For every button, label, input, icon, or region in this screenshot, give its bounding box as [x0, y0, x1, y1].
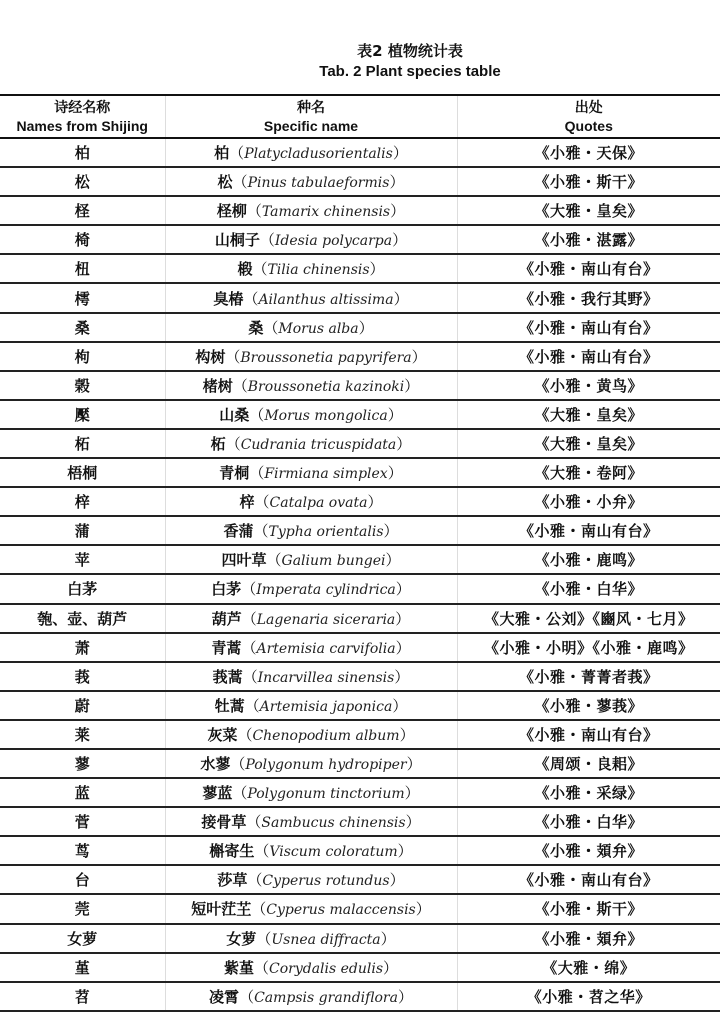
- shijing-name-cell: [0, 691, 165, 720]
- quote: 《大雅・绵》: [542, 958, 636, 977]
- quote: 《大雅・皇矣》: [534, 202, 643, 221]
- latin-name: Pinus tabulaeformis: [247, 175, 390, 192]
- shijing-name-cell: [0, 458, 165, 487]
- chinese-name: 构树: [195, 347, 226, 366]
- table-row: [0, 196, 720, 225]
- specific-name-cell: 山桐子（Idesia polycarpa）: [165, 225, 457, 254]
- chinese-name: 牡蒿: [214, 696, 245, 715]
- quote-cell: [457, 254, 720, 283]
- quote: 《小雅・小弁》: [534, 493, 643, 512]
- quote: 《小雅・湛露》: [534, 231, 643, 250]
- chinese-name: 柏: [214, 144, 230, 163]
- quote-cell: [457, 138, 720, 167]
- shijing-name-cell: [0, 138, 165, 167]
- quote: 《小雅・苕之华》: [526, 987, 651, 1006]
- shijing-name: 榖: [74, 376, 90, 395]
- table-row: [0, 982, 720, 1011]
- shijing-name-cell: [0, 545, 165, 574]
- quote: 《小雅・斯干》: [534, 173, 643, 192]
- latin-name: Firmiana simplex: [264, 466, 388, 483]
- quote: 《小雅・采绿》: [534, 784, 643, 803]
- quote-cell: [457, 458, 720, 487]
- specific-name-cell: 椴（Tilia chinensis）: [165, 254, 457, 283]
- specific-name-cell: 女萝（Usnea diffracta）: [165, 924, 457, 953]
- shijing-name-cell: [0, 836, 165, 865]
- quote-cell: [457, 545, 720, 574]
- shijing-name: 蔚: [74, 696, 90, 715]
- table-row: [0, 545, 720, 574]
- table-row: [0, 487, 720, 516]
- header-specific-name: [165, 95, 457, 138]
- shijing-name: 蓝: [74, 784, 90, 803]
- latin-name: Chenopodium album: [252, 727, 400, 744]
- latin-name: Cyperus rotundus: [262, 873, 390, 890]
- quote-cell: [457, 313, 720, 342]
- latin-name: Morus mongolica: [264, 407, 388, 424]
- specific-name-cell: 青蒿（Artemisia carvifolia）: [165, 633, 457, 662]
- latin-name: Tamarix chinensis: [261, 204, 391, 221]
- chinese-name: 水蓼: [200, 755, 231, 774]
- chinese-name: 山桑: [219, 405, 250, 424]
- latin-name: Broussonetia kazinoki: [247, 378, 405, 395]
- table-header-row: [0, 95, 720, 138]
- shijing-name: 蓼: [74, 755, 90, 774]
- quote: 《周颂・良耜》: [534, 755, 643, 774]
- chinese-name: 蓼蓝: [202, 784, 233, 803]
- shijing-name-cell: [0, 400, 165, 429]
- table-row: [0, 953, 720, 982]
- shijing-name-cell: [0, 342, 165, 371]
- quote: 《小雅・頍弁》: [534, 842, 643, 861]
- quote-cell: [457, 982, 720, 1011]
- latin-name: Polygonum tinctorium: [247, 786, 405, 803]
- table-row: [0, 749, 720, 778]
- table-row: [0, 924, 720, 953]
- shijing-name: 匏、壶、葫芦: [37, 609, 128, 628]
- quote: 《小雅・南山有台》: [518, 318, 659, 337]
- table-row: [0, 371, 720, 400]
- shijing-name-cell: [0, 778, 165, 807]
- table-row: [0, 313, 720, 342]
- specific-name-cell: 水蓼（Polygonum hydropiper）: [165, 749, 457, 778]
- shijing-name-cell: [0, 516, 165, 545]
- shijing-name: 柏: [74, 144, 90, 163]
- chinese-name: 青蒿: [211, 638, 242, 657]
- latin-name: Morus alba: [278, 320, 359, 337]
- shijing-name: 蒲: [74, 522, 90, 541]
- quote-cell: [457, 371, 720, 400]
- plant-species-table: [0, 94, 720, 1012]
- shijing-name: 莱: [74, 725, 90, 744]
- quote-cell: [457, 924, 720, 953]
- chinese-name: 梓: [239, 493, 255, 512]
- header-zh: 出处: [574, 99, 603, 115]
- shijing-name: 柽: [74, 202, 90, 221]
- header-zh: 诗经名称: [54, 99, 111, 115]
- table-caption-en: Tab. 2 Plant species table: [319, 63, 501, 80]
- quote-cell: [457, 516, 720, 545]
- specific-name-cell: 莪蒿（Incarvillea sinensis）: [165, 662, 457, 691]
- latin-name: Polygonum hydropiper: [245, 757, 407, 774]
- shijing-name: 茑: [74, 842, 90, 861]
- chinese-name: 香蒲: [223, 522, 254, 541]
- shijing-name: 萧: [74, 638, 90, 657]
- specific-name-cell: 梓（Catalpa ovata）: [165, 487, 457, 516]
- chinese-name: 臭椿: [213, 289, 244, 308]
- latin-name: Cyperus malaccensis: [266, 902, 416, 919]
- shijing-name-cell: [0, 167, 165, 196]
- quote-cell: [457, 225, 720, 254]
- quote-cell: [457, 720, 720, 749]
- specific-name-cell: 楮树（Broussonetia kazinoki）: [165, 371, 457, 400]
- latin-name: Cudrania tricuspidata: [240, 436, 397, 453]
- specific-name-cell: 牡蒿（Artemisia japonica）: [165, 691, 457, 720]
- table-row: [0, 865, 720, 894]
- specific-name-cell: 构树（Broussonetia papyrifera）: [165, 342, 457, 371]
- quote-cell: [457, 429, 720, 458]
- quote: 《小雅・菁菁者莪》: [518, 667, 659, 686]
- chinese-name: 短叶茳芏: [191, 900, 252, 919]
- quote-cell: [457, 633, 720, 662]
- shijing-name: 柘: [74, 434, 90, 453]
- chinese-name: 接骨草: [201, 813, 247, 832]
- quote: 《小雅・鹿鸣》: [534, 551, 643, 570]
- quote: 《小雅・天保》: [534, 144, 643, 163]
- latin-name: Broussonetia papyrifera: [240, 349, 412, 366]
- quote-cell: [457, 662, 720, 691]
- latin-name: Corydalis edulis: [268, 960, 384, 977]
- shijing-name: 莞: [74, 900, 90, 919]
- chinese-name: 四叶草: [221, 551, 267, 570]
- quote-cell: [457, 691, 720, 720]
- table-row: [0, 691, 720, 720]
- header-en: Quotes: [564, 118, 613, 134]
- chinese-name: 女萝: [226, 929, 257, 948]
- table-row: [0, 894, 720, 923]
- specific-name-cell: 四叶草（Galium bungei）: [165, 545, 457, 574]
- latin-name: Galium bungei: [281, 553, 386, 570]
- chinese-name: 槲寄生: [209, 842, 255, 861]
- chinese-name: 青桐: [219, 464, 250, 483]
- latin-name: Usnea diffracta: [271, 931, 381, 948]
- header-quotes: [457, 95, 720, 138]
- quote: 《小雅・南山有台》: [518, 725, 659, 744]
- specific-name-cell: 桑（Morus alba）: [165, 313, 457, 342]
- shijing-name: 杻: [74, 260, 90, 279]
- shijing-name: 梓: [74, 493, 90, 512]
- header-shijing-name: [0, 95, 165, 138]
- chinese-name: 桑: [248, 318, 264, 337]
- shijing-name: 梧桐: [67, 464, 98, 483]
- specific-name-cell: 凌霄（Campsis grandiflora）: [165, 982, 457, 1011]
- latin-name: Catalpa ovata: [269, 495, 368, 512]
- quote-cell: [457, 342, 720, 371]
- quote-cell: [457, 749, 720, 778]
- shijing-name-cell: [0, 894, 165, 923]
- specific-name-cell: 白茅（Imperata cylindrica）: [165, 574, 457, 603]
- chinese-name: 紫堇: [223, 958, 254, 977]
- table-row: [0, 254, 720, 283]
- table-row: [0, 138, 720, 167]
- quote: 《小雅・白华》: [534, 580, 643, 599]
- shijing-name-cell: [0, 982, 165, 1011]
- shijing-name-cell: [0, 953, 165, 982]
- table-row: [0, 604, 720, 633]
- latin-name: Platycladusorientalis: [244, 146, 393, 163]
- chinese-name: 灰菜: [207, 725, 238, 744]
- table-row: [0, 167, 720, 196]
- quote: 《大雅・皇矣》: [534, 434, 643, 453]
- latin-name: Incarvillea sinensis: [257, 669, 395, 686]
- table-row: [0, 633, 720, 662]
- table-row: [0, 225, 720, 254]
- specific-name-cell: 柘（Cudrania tricuspidata）: [165, 429, 457, 458]
- quote-cell: [457, 865, 720, 894]
- quote-cell: [457, 894, 720, 923]
- shijing-name: 堇: [74, 958, 90, 977]
- shijing-name: 松: [74, 173, 90, 192]
- quote-cell: [457, 487, 720, 516]
- header-en: Names from Shijing: [16, 118, 148, 134]
- shijing-name: 桑: [74, 318, 90, 337]
- shijing-name-cell: [0, 633, 165, 662]
- latin-name: Artemisia japonica: [259, 698, 393, 715]
- shijing-name-cell: [0, 662, 165, 691]
- quote: 《小雅・小明》《小雅・鹿鸣》: [483, 638, 694, 657]
- quote-cell: [457, 807, 720, 836]
- shijing-name: 莪: [74, 667, 90, 686]
- quote: 《大雅・公刘》《豳风・七月》: [483, 609, 694, 628]
- quote: 《小雅・南山有台》: [518, 260, 659, 279]
- shijing-name-cell: [0, 429, 165, 458]
- shijing-name-cell: [0, 487, 165, 516]
- chinese-name: 莎草: [217, 871, 248, 890]
- quote: 《小雅・南山有台》: [518, 871, 659, 890]
- latin-name: Tilia chinensis: [267, 262, 370, 279]
- table-row: [0, 516, 720, 545]
- latin-name: Campsis grandiflora: [254, 989, 398, 1006]
- quote-cell: [457, 836, 720, 865]
- quote-cell: [457, 283, 720, 312]
- quote: 《小雅・頍弁》: [534, 929, 643, 948]
- shijing-name: 苕: [74, 987, 90, 1006]
- table-row: [0, 342, 720, 371]
- quote: 《小雅・蓼莪》: [534, 696, 643, 715]
- chinese-name: 松: [217, 173, 233, 192]
- specific-name-cell: 紫堇（Corydalis edulis）: [165, 953, 457, 982]
- chinese-name: 凌霄: [209, 987, 240, 1006]
- shijing-name: 菅: [74, 813, 90, 832]
- specific-name-cell: 短叶茳芏（Cyperus malaccensis）: [165, 894, 457, 923]
- shijing-name: 樗: [74, 289, 90, 308]
- quote-cell: [457, 574, 720, 603]
- specific-name-cell: 葫芦（Lagenaria siceraria）: [165, 604, 457, 633]
- specific-name-cell: 接骨草（Sambucus chinensis）: [165, 807, 457, 836]
- quote-cell: [457, 778, 720, 807]
- shijing-name: 白茅: [67, 580, 98, 599]
- shijing-name-cell: [0, 574, 165, 603]
- chinese-name: 楮树: [202, 376, 233, 395]
- quote-cell: [457, 400, 720, 429]
- specific-name-cell: 青桐（Firmiana simplex）: [165, 458, 457, 487]
- specific-name-cell: 松（Pinus tabulaeformis）: [165, 167, 457, 196]
- quote: 《大雅・皇矣》: [534, 405, 643, 424]
- table-row: [0, 429, 720, 458]
- shijing-name-cell: [0, 720, 165, 749]
- specific-name-cell: 香蒲（Typha orientalis）: [165, 516, 457, 545]
- table-row: [0, 283, 720, 312]
- table-row: [0, 662, 720, 691]
- quote-cell: [457, 167, 720, 196]
- shijing-name: 苹: [74, 551, 90, 570]
- specific-name-cell: 山桑（Morus mongolica）: [165, 400, 457, 429]
- chinese-name: 白茅: [211, 580, 242, 599]
- table-row: [0, 836, 720, 865]
- table-row: [0, 574, 720, 603]
- shijing-name-cell: [0, 254, 165, 283]
- table-row: [0, 458, 720, 487]
- chinese-name: 柽柳: [216, 202, 247, 221]
- specific-name-cell: 柽柳（Tamarix chinensis）: [165, 196, 457, 225]
- quote: 《小雅・白华》: [534, 813, 643, 832]
- latin-name: Viscum coloratum: [269, 844, 398, 861]
- quote: 《小雅・南山有台》: [518, 522, 659, 541]
- latin-name: Typha orientalis: [268, 524, 384, 541]
- latin-name: Imperata cylindrica: [256, 582, 396, 599]
- table-row: [0, 720, 720, 749]
- latin-name: Sambucus chinensis: [261, 815, 406, 832]
- quote: 《小雅・黄鸟》: [534, 376, 643, 395]
- shijing-name-cell: [0, 371, 165, 400]
- table-row: [0, 778, 720, 807]
- quote-cell: [457, 604, 720, 633]
- specific-name-cell: 臭椿（Ailanthus altissima）: [165, 283, 457, 312]
- quote: 《小雅・南山有台》: [518, 347, 659, 366]
- latin-name: Ailanthus altissima: [258, 291, 394, 308]
- shijing-name-cell: [0, 749, 165, 778]
- latin-name: Idesia polycarpa: [274, 233, 393, 250]
- table-row: [0, 400, 720, 429]
- shijing-name: 椅: [74, 231, 90, 250]
- chinese-name: 莪蒿: [212, 667, 243, 686]
- shijing-name: 檿: [74, 405, 90, 424]
- shijing-name: 女萝: [67, 929, 98, 948]
- chinese-name: 柘: [210, 434, 226, 453]
- header-en: Specific name: [263, 118, 359, 134]
- shijing-name-cell: [0, 196, 165, 225]
- quote: 《小雅・斯干》: [534, 900, 643, 919]
- chinese-name: 椴: [237, 260, 253, 279]
- quote: 《小雅・我行其野》: [518, 289, 659, 308]
- latin-name: Artemisia carvifolia: [256, 640, 396, 657]
- specific-name-cell: 灰菜（Chenopodium album）: [165, 720, 457, 749]
- chinese-name: 山桐子: [214, 231, 260, 250]
- specific-name-cell: 槲寄生（Viscum coloratum）: [165, 836, 457, 865]
- quote-cell: [457, 953, 720, 982]
- quote-cell: [457, 196, 720, 225]
- shijing-name-cell: [0, 313, 165, 342]
- shijing-name-cell: [0, 225, 165, 254]
- specific-name-cell: 蓼蓝（Polygonum tinctorium）: [165, 778, 457, 807]
- table-row: [0, 807, 720, 836]
- table-caption-zh: 表2 植物统计表: [357, 42, 463, 60]
- shijing-name-cell: [0, 283, 165, 312]
- shijing-name: 枸: [74, 347, 90, 366]
- chinese-name: 葫芦: [211, 609, 242, 628]
- specific-name-cell: 柏（Platycladusorientalis）: [165, 138, 457, 167]
- shijing-name-cell: [0, 924, 165, 953]
- shijing-name: 台: [74, 871, 90, 890]
- shijing-name-cell: [0, 865, 165, 894]
- specific-name-cell: 莎草（Cyperus rotundus）: [165, 865, 457, 894]
- latin-name: Lagenaria siceraria: [256, 611, 396, 628]
- shijing-name-cell: [0, 807, 165, 836]
- shijing-name-cell: [0, 604, 165, 633]
- header-zh: 种名: [297, 99, 325, 115]
- quote: 《大雅・卷阿》: [534, 464, 643, 483]
